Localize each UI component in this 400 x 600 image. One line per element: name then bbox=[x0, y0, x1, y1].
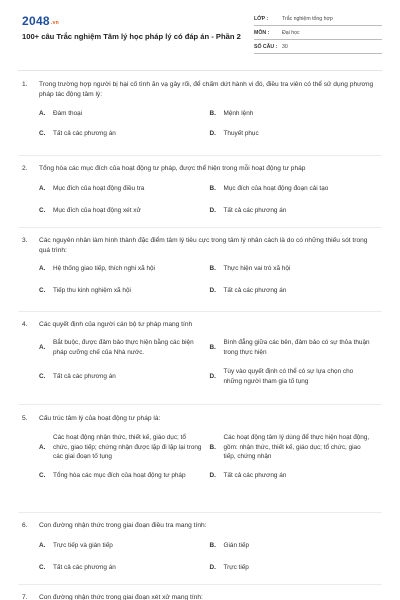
question-3 bbox=[22, 236, 380, 295]
meta-row-count bbox=[254, 40, 382, 54]
meta-row-subject bbox=[254, 26, 382, 40]
option-c[interactable] bbox=[39, 563, 210, 573]
question-text-row bbox=[22, 593, 380, 600]
option-b[interactable] bbox=[210, 338, 381, 357]
question-6 bbox=[22, 521, 380, 572]
option-list bbox=[39, 433, 380, 480]
option-text: Thuyết phục bbox=[223, 129, 259, 137]
option-letter: D. bbox=[209, 286, 216, 294]
option-list bbox=[39, 338, 380, 386]
meta-value: 30 bbox=[282, 43, 288, 50]
option-letter: B. bbox=[209, 542, 216, 549]
option-list bbox=[39, 264, 380, 295]
option-text: Mục đích của hoạt động đoạn cải tạo bbox=[223, 185, 329, 192]
question-text-row bbox=[22, 80, 380, 100]
option-text: Tất cả các phương án bbox=[223, 286, 287, 294]
option-d[interactable] bbox=[210, 471, 381, 481]
option-text: Trực tiếp bbox=[223, 563, 249, 571]
logo-domain: .vn bbox=[50, 20, 60, 26]
option-letter: B. bbox=[209, 343, 216, 351]
option-d[interactable] bbox=[210, 129, 381, 139]
meta-key: SỐ CÂU : bbox=[254, 43, 278, 50]
document-title: 100+ câu Trắc nghiệm Tâm lý học pháp lý có đáp án - Phần 2 bbox=[22, 32, 241, 41]
option-b[interactable] bbox=[210, 109, 381, 119]
option-text: Mục đích của hoạt động xét xử bbox=[53, 206, 141, 214]
option-text: Tất cả các phương án bbox=[53, 563, 116, 571]
meta-table bbox=[254, 12, 382, 54]
option-a[interactable] bbox=[39, 264, 210, 274]
option-letter: C. bbox=[39, 563, 46, 571]
option-letter: A. bbox=[39, 542, 46, 549]
question-5 bbox=[22, 414, 380, 480]
question-divider bbox=[18, 512, 382, 513]
meta-key: LỚP : bbox=[254, 15, 269, 22]
option-text: Bắt buộc, được đảm bảo thực hiện bằng các biện pháp cưỡng chế của Nhà nước. bbox=[53, 339, 194, 356]
option-b[interactable] bbox=[210, 541, 381, 551]
question-text-row bbox=[22, 320, 380, 330]
option-letter: D. bbox=[209, 471, 216, 479]
question-2 bbox=[22, 164, 380, 215]
option-d[interactable] bbox=[210, 206, 381, 216]
option-d[interactable] bbox=[210, 286, 381, 296]
option-c[interactable] bbox=[39, 129, 210, 139]
option-text: Tất cả các phương án bbox=[53, 372, 116, 380]
question-text-row bbox=[22, 164, 380, 174]
option-a[interactable] bbox=[39, 184, 210, 194]
question-number: 1. bbox=[22, 81, 28, 88]
question-text: Con đường nhận thức trong giai đoạn xét xử mang tính: bbox=[39, 594, 203, 600]
option-letter: D. bbox=[209, 206, 216, 214]
option-text: Tiếp thu kinh nghiệm xã hội bbox=[53, 286, 131, 294]
question-text: Con đường nhận thức trong giai đoạn điều tra mang tính: bbox=[39, 522, 207, 529]
question-text: Cấu trúc tâm lý của hoạt động tư pháp là: bbox=[39, 415, 161, 422]
meta-value: Trắc nghiệm tổng hợp bbox=[282, 15, 333, 22]
option-text: Bình đẳng giữa các bên, đảm bảo có sự thỏa thuận trong thực hiện bbox=[223, 339, 370, 356]
question-1 bbox=[22, 80, 380, 138]
option-text: Tất cả các phương án bbox=[223, 206, 287, 214]
meta-key: MÔN : bbox=[254, 29, 270, 36]
question-divider bbox=[18, 155, 382, 156]
option-list bbox=[39, 541, 380, 572]
question-4 bbox=[22, 320, 380, 386]
option-letter: C. bbox=[39, 372, 46, 380]
option-letter: A. bbox=[39, 185, 46, 192]
option-letter: C. bbox=[39, 471, 46, 479]
option-text: Các hoạt động nhận thức, thiết kế, giáo dục; tổ chức, giao tiếp; chứng nhận được lặp đi lặp lại trong các giai đoạn tố tụng bbox=[53, 434, 202, 460]
option-c[interactable] bbox=[39, 286, 210, 296]
option-a[interactable] bbox=[39, 433, 210, 462]
question-number: 4. bbox=[22, 321, 28, 328]
option-c[interactable] bbox=[39, 471, 210, 481]
option-list bbox=[39, 184, 380, 215]
option-text: Tổng hòa các mục đích của hoạt động tư pháp bbox=[53, 471, 186, 479]
question-divider bbox=[18, 404, 382, 405]
option-letter: D. bbox=[209, 372, 216, 380]
option-list bbox=[39, 109, 380, 138]
option-text: Mục đích của hoạt động điều tra bbox=[53, 185, 145, 192]
site-logo[interactable] bbox=[22, 14, 59, 28]
option-text: Đàm thoại bbox=[53, 110, 83, 117]
question-text-row bbox=[22, 521, 380, 531]
option-letter: B. bbox=[209, 443, 216, 451]
question-number: 2. bbox=[22, 165, 28, 172]
option-letter: A. bbox=[39, 265, 46, 272]
option-letter: B. bbox=[209, 185, 216, 192]
option-c[interactable] bbox=[39, 206, 210, 216]
option-b[interactable] bbox=[210, 184, 381, 194]
question-divider bbox=[18, 311, 382, 312]
question-text-row bbox=[22, 414, 380, 424]
question-number: 5. bbox=[22, 415, 28, 422]
question-text: Tổng hòa các mục đích của hoạt động tư pháp, được thể hiện trong mỗi hoạt động tư pháp bbox=[39, 165, 306, 172]
question-text: Trong trường hợp người bị hại cố tình ăn vạ gây rối, để chấm dứt hành vi đó, điều tra viên có thể sử dụng phương pháp tác động tâm lý: bbox=[39, 81, 374, 98]
option-d[interactable] bbox=[210, 563, 381, 573]
option-c[interactable] bbox=[39, 367, 210, 386]
header-divider bbox=[18, 70, 382, 71]
question-text: Các quyết định của người cán bộ tư pháp mang tính bbox=[39, 321, 193, 328]
option-text: Trực tiếp và gián tiếp bbox=[53, 542, 113, 549]
option-letter: A. bbox=[39, 443, 46, 451]
option-letter: C. bbox=[39, 129, 46, 137]
option-b[interactable] bbox=[210, 433, 381, 462]
option-d[interactable] bbox=[210, 367, 381, 386]
option-text: Tất cả các phương án bbox=[53, 129, 116, 137]
option-text: Các hoạt động tâm lý dùng để thực hiện hoạt động, gồm: nhận thức, thiết kế, giáo dục; tổ chức, giao tiếp, chứng nhận bbox=[223, 434, 370, 460]
option-letter: B. bbox=[209, 265, 216, 272]
option-letter: D. bbox=[209, 563, 216, 571]
option-a[interactable] bbox=[39, 109, 210, 119]
option-letter: B. bbox=[209, 110, 216, 117]
option-letter: A. bbox=[39, 110, 46, 117]
option-text: Thực hiện vai trò xã hội bbox=[223, 265, 291, 272]
question-text: Các nguyên nhân làm hình thành đặc điểm tâm lý tiêu cực trong tâm lý nhân cách là do có những thiếu sót trong quá trình: bbox=[39, 237, 368, 254]
question-text-row bbox=[22, 236, 380, 256]
meta-value: Đại học bbox=[282, 29, 300, 36]
option-text: Gián tiếp bbox=[223, 542, 250, 549]
option-text: Mệnh lệnh bbox=[223, 110, 254, 117]
option-letter: A. bbox=[39, 343, 46, 351]
option-letter: D. bbox=[209, 129, 216, 137]
option-text: Tùy vào quyết định có thể có sự lựa chọn cho những người tham gia tố tụng bbox=[223, 368, 354, 385]
logo-text: 2048 bbox=[22, 14, 50, 28]
question-number: 7. bbox=[22, 594, 28, 600]
question-divider bbox=[18, 227, 382, 228]
question-divider bbox=[18, 584, 382, 585]
question-number: 3. bbox=[22, 237, 28, 244]
question-7 bbox=[22, 593, 380, 600]
meta-row-class bbox=[254, 12, 382, 26]
question-number: 6. bbox=[22, 522, 28, 529]
option-b[interactable] bbox=[210, 264, 381, 274]
option-a[interactable] bbox=[39, 338, 210, 357]
option-letter: C. bbox=[39, 206, 46, 214]
option-a[interactable] bbox=[39, 541, 210, 551]
option-text: Tất cả các phương án bbox=[223, 471, 287, 479]
page-header bbox=[0, 0, 400, 60]
option-letter: C. bbox=[39, 286, 46, 294]
option-text: Hệ thống giao tiếp, thích nghi xã hội bbox=[53, 265, 155, 272]
